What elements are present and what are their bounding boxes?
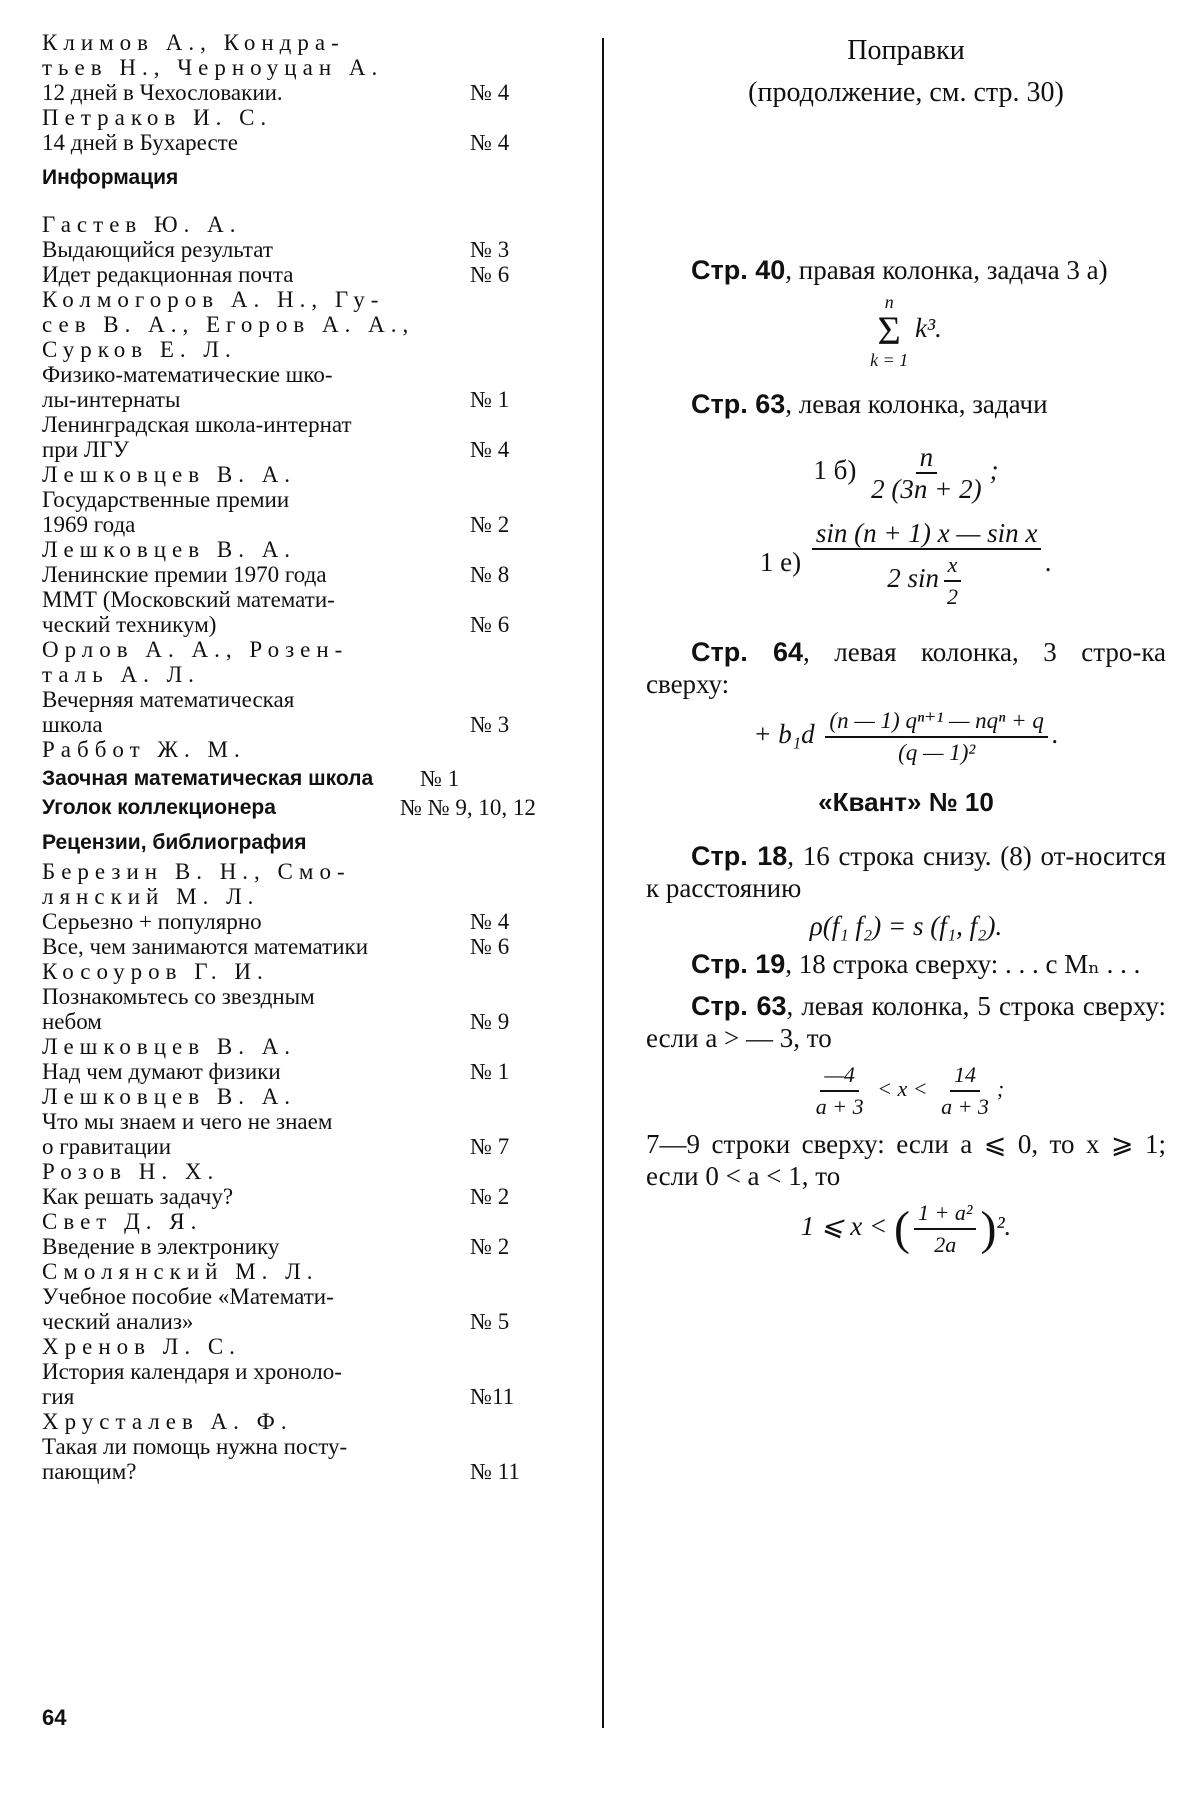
sum-lower: k = 1 xyxy=(870,350,909,370)
issue-number: № 1 xyxy=(470,387,510,412)
page-number: 64 xyxy=(42,1705,67,1730)
page-ref: Стр. 63 xyxy=(691,991,787,1021)
fraction-denominator: a + 3 xyxy=(941,1094,989,1119)
entry-author: сев В. А., Егоров А. А., xyxy=(42,312,415,337)
sum-upper: n xyxy=(884,292,894,312)
index-entry xyxy=(42,537,582,587)
section-title: Уголок коллекционера xyxy=(42,796,276,819)
index-entry xyxy=(42,262,582,287)
entry-title-row xyxy=(42,612,582,637)
entry-title: ческий анализ» xyxy=(42,1309,194,1334)
issue-number: № 8 xyxy=(470,562,510,587)
entry-title-row xyxy=(42,1184,582,1209)
entry-author: Березин В. Н., Смо- xyxy=(42,859,351,884)
fraction-denominator: (q — 1)² xyxy=(898,740,976,765)
entry-author: Розов Н. Х. xyxy=(42,1159,220,1184)
issue-number: № № 9, 10, 12 xyxy=(400,795,536,820)
entry-title: Идет редакционная почта xyxy=(42,262,294,287)
entry-author: Петраков И. С. xyxy=(42,105,273,130)
entry-title: Такая ли помощь нужна посту- xyxy=(42,1434,348,1459)
entry-title-row xyxy=(42,1309,582,1334)
correction-text: , левая колонка, задачи xyxy=(785,389,1048,419)
formula-tail: ; xyxy=(996,1076,1005,1102)
right-paren: ) xyxy=(980,1202,997,1255)
correction-1 xyxy=(646,254,1166,286)
entry-author: Орлов А. А., Розен- xyxy=(42,637,349,662)
column-divider xyxy=(602,38,604,1728)
entry-title: Познакомьтесь со звездным xyxy=(42,984,315,1009)
index-entry xyxy=(42,1209,582,1259)
issue-number: № 2 xyxy=(470,1234,510,1259)
entry-title: лы-интернаты xyxy=(42,387,181,412)
correction-k2 xyxy=(646,948,1166,980)
index-entry xyxy=(42,30,582,105)
corrections-subtitle: (продолжение, см. стр. 30) xyxy=(748,77,1064,108)
fraction-numerator: —4 xyxy=(820,1060,859,1092)
index-entry xyxy=(42,412,582,462)
section-heading-reviews: Рецензии, библиография xyxy=(42,831,307,854)
correction-text: , 16 строка снизу. (8) от-носится к расстоянию xyxy=(646,841,1166,903)
entry-title: гия xyxy=(42,1384,75,1409)
index-entry xyxy=(42,959,582,1034)
issue-number: № 6 xyxy=(470,612,510,637)
correction-2 xyxy=(646,388,1166,420)
entry-title-row xyxy=(42,387,582,412)
fraction-numerator: sin (n + 1) x — sin x xyxy=(812,518,1041,550)
inequality-formula xyxy=(646,1060,1166,1122)
entry-title: Над чем думают физики xyxy=(42,1059,281,1084)
index-entry xyxy=(42,859,582,934)
index-entry xyxy=(42,462,582,537)
entry-title-row xyxy=(42,130,582,155)
entry-title: Серьезно + популярно xyxy=(42,909,262,934)
formula-prefix: 1 ⩽ x < xyxy=(800,1211,888,1242)
correction-k1 xyxy=(646,840,1166,904)
entry-title: о гравитации xyxy=(42,1134,172,1159)
entry-title: Введение в электронику xyxy=(42,1234,280,1259)
issue-number: № 7 xyxy=(470,1134,510,1159)
entry-author: Лешковцев В. А. xyxy=(42,1034,297,1059)
issue-number: №11 xyxy=(470,1384,515,1409)
issue-number: № 4 xyxy=(470,437,510,462)
entry-title-row xyxy=(42,1009,582,1034)
entry-title: небом xyxy=(42,1009,102,1034)
entry-title: при ЛГУ xyxy=(42,437,130,462)
entry-title: История календаря и хроноло- xyxy=(42,1359,342,1384)
entry-title: школа xyxy=(42,712,103,737)
entry-title: Государственные премии xyxy=(42,487,290,512)
entry-title-row xyxy=(42,237,582,262)
entry-title: Вечерняя математическая xyxy=(42,687,295,712)
entry-author: Сурков Е. Л. xyxy=(42,337,237,362)
page-ref: Стр. 64 xyxy=(691,637,803,667)
entry-title: Что мы знаем и чего не знаем xyxy=(42,1109,333,1134)
entry-title: 1969 года xyxy=(42,512,136,537)
issue-number: № 2 xyxy=(470,1184,510,1209)
issue-number: № 9 xyxy=(470,1009,510,1034)
fraction-numerator: 14 xyxy=(950,1060,980,1092)
page-ref: Стр. 18 xyxy=(691,841,788,871)
index-entry xyxy=(42,1084,582,1159)
entry-title: Все, чем занимаются математики xyxy=(42,934,369,959)
issue-number: № 3 xyxy=(470,237,510,262)
index-entry xyxy=(42,1259,582,1334)
page-ref: Стр. 63 xyxy=(691,389,786,419)
formula-label: 1 б) xyxy=(813,455,857,486)
index-column xyxy=(42,30,582,1484)
inner-numerator: x xyxy=(944,550,962,582)
denominator-prefix: 2 sin xyxy=(887,563,939,594)
left-paren: ( xyxy=(894,1202,910,1255)
entry-title-row xyxy=(42,909,582,934)
issue-number: № 1 xyxy=(420,766,460,791)
fraction-denominator: 2 (3n + 2) xyxy=(871,474,982,504)
fraction-denominator: a + 3 xyxy=(815,1094,864,1119)
correction-3 xyxy=(646,636,1166,700)
issue-number: № 6 xyxy=(470,934,510,959)
corrections-title: Поправки xyxy=(847,35,965,66)
entry-title: Выдающийся результат xyxy=(42,237,273,262)
entry-title: 12 дней в Чехословакии. xyxy=(42,80,283,105)
entry-title: ММТ (Московский математи- xyxy=(42,587,335,612)
issue-number: № 4 xyxy=(470,130,510,155)
index-entry xyxy=(42,1159,582,1209)
page-ref: Стр. 40 xyxy=(691,255,786,285)
index-entry xyxy=(42,1409,582,1484)
kvant-10-heading: «Квант» № 10 xyxy=(818,787,994,817)
entry-title-row xyxy=(42,1459,582,1484)
range-formula xyxy=(646,1198,1166,1260)
issue-number: № 3 xyxy=(470,712,510,737)
correction-k3 xyxy=(646,990,1166,1054)
entry-title-row xyxy=(42,1384,582,1409)
sum-formula xyxy=(646,292,1166,370)
entry-title: пающим? xyxy=(42,1459,137,1484)
corrections-column xyxy=(646,30,1166,1266)
issue-number: № 4 xyxy=(470,909,510,934)
entry-title: Учебное пособие «Математи- xyxy=(42,1284,334,1309)
entry-title-row xyxy=(42,1134,582,1159)
index-entry xyxy=(42,637,582,737)
sum-body: k³. xyxy=(915,313,942,344)
entry-title: Физико-математические шко- xyxy=(42,362,333,387)
entry-author: Свет Д. Я. xyxy=(42,1209,203,1234)
entry-author: Лешковцев В. А. xyxy=(42,462,297,487)
entry-author: таль А. Л. xyxy=(42,662,200,687)
formula-64 xyxy=(646,706,1166,768)
issue-number: № 1 xyxy=(470,1059,510,1084)
issue-number: № 4 xyxy=(470,80,510,105)
entry-title-row xyxy=(42,1234,582,1259)
index-entry xyxy=(42,737,582,762)
section-heading-collector xyxy=(42,795,582,820)
formula-1b xyxy=(646,442,1166,504)
issue-number: № 6 xyxy=(470,262,510,287)
section-heading-zms xyxy=(42,766,582,791)
entry-title: Ленинские премии 1970 года xyxy=(42,562,327,587)
index-entry xyxy=(42,934,582,959)
correction-text: , левая колонка, 5 строка сверху: если a > — 3, то xyxy=(646,991,1166,1053)
entry-author: Хрусталев А. Ф. xyxy=(42,1409,293,1434)
index-entry xyxy=(42,1034,582,1084)
correction-text: , левая колонка, 3 стро-ка сверху: xyxy=(646,637,1167,699)
page-ref: Стр. 19 xyxy=(691,949,786,979)
inequality-middle: < x < xyxy=(877,1076,928,1102)
distance-formula: ρ(f₁ f₂) = s (f₁, f₂). xyxy=(809,911,1003,941)
entry-author: Лешковцев В. А. xyxy=(42,537,297,562)
entry-title: 14 дней в Бухаресте xyxy=(42,130,238,155)
entry-author: Хренов Л. С. xyxy=(42,1334,241,1359)
entry-title: Ленинградская школа-интернат xyxy=(42,412,352,437)
entry-title-row xyxy=(42,562,582,587)
sigma-symbol: Σ xyxy=(877,308,901,353)
index-entry xyxy=(42,105,582,155)
entry-author: Колмогоров А. Н., Гу- xyxy=(42,287,385,312)
inner-denominator: 2 xyxy=(947,584,958,609)
formula-tail: ². xyxy=(996,1211,1012,1242)
entry-author: тьев Н., Черноуцан А. xyxy=(42,55,384,80)
entry-title-row xyxy=(42,712,582,737)
formula-tail: ; xyxy=(989,455,999,486)
fraction-numerator: (n — 1) qⁿ⁺¹ — nqⁿ + q xyxy=(825,706,1048,738)
issue-number: № 2 xyxy=(470,512,510,537)
correction-text: , 18 строка сверху: . . . с Mₙ . . . xyxy=(785,949,1141,979)
fraction-denominator: 2a xyxy=(934,1232,957,1257)
entry-title-row xyxy=(42,512,582,537)
index-entry xyxy=(42,287,582,412)
issue-number: № 11 xyxy=(470,1459,520,1484)
entry-author: Лешковцев В. А. xyxy=(42,1084,297,1109)
section-title: Заочная математическая школа xyxy=(42,767,374,790)
formula-tail: . xyxy=(1051,719,1059,750)
entry-author: Раббот Ж. М. xyxy=(42,737,246,762)
entry-title-row xyxy=(42,262,582,287)
entry-title-row xyxy=(42,934,582,959)
correction-k4: 7—9 строки сверху: если a ⩽ 0, то x ⩾ 1; если 0 < a < 1, то xyxy=(646,1129,1166,1191)
formula-label: 1 е) xyxy=(759,547,802,578)
section-heading-info: Информация xyxy=(42,166,179,189)
entry-author: Климов А., Кондра- xyxy=(42,30,345,55)
entry-title-row xyxy=(42,80,582,105)
entry-author: Гастев Ю. А. xyxy=(42,212,242,237)
index-entry xyxy=(42,1334,582,1409)
entry-title: ческий техникум) xyxy=(42,612,217,637)
fraction-numerator: n xyxy=(916,442,938,474)
entry-title-row xyxy=(42,437,582,462)
formula-tail: . xyxy=(1045,547,1053,578)
entry-title-row xyxy=(42,1059,582,1084)
correction-text: , правая колонка, задача 3 а) xyxy=(785,255,1108,285)
formula-1e xyxy=(646,518,1166,612)
fraction-numerator: 1 + a² xyxy=(914,1198,976,1230)
entry-author: лянский М. Л. xyxy=(42,884,260,909)
formula-prefix: + b₁d xyxy=(753,719,815,750)
entry-author: Косоуров Г. И. xyxy=(42,959,269,984)
issue-number: № 5 xyxy=(470,1309,510,1334)
spacer xyxy=(42,194,582,212)
entry-title: Как решать задачу? xyxy=(42,1184,234,1209)
entry-author: Смолянский М. Л. xyxy=(42,1259,319,1284)
index-entry xyxy=(42,587,582,637)
index-entry xyxy=(42,212,582,262)
